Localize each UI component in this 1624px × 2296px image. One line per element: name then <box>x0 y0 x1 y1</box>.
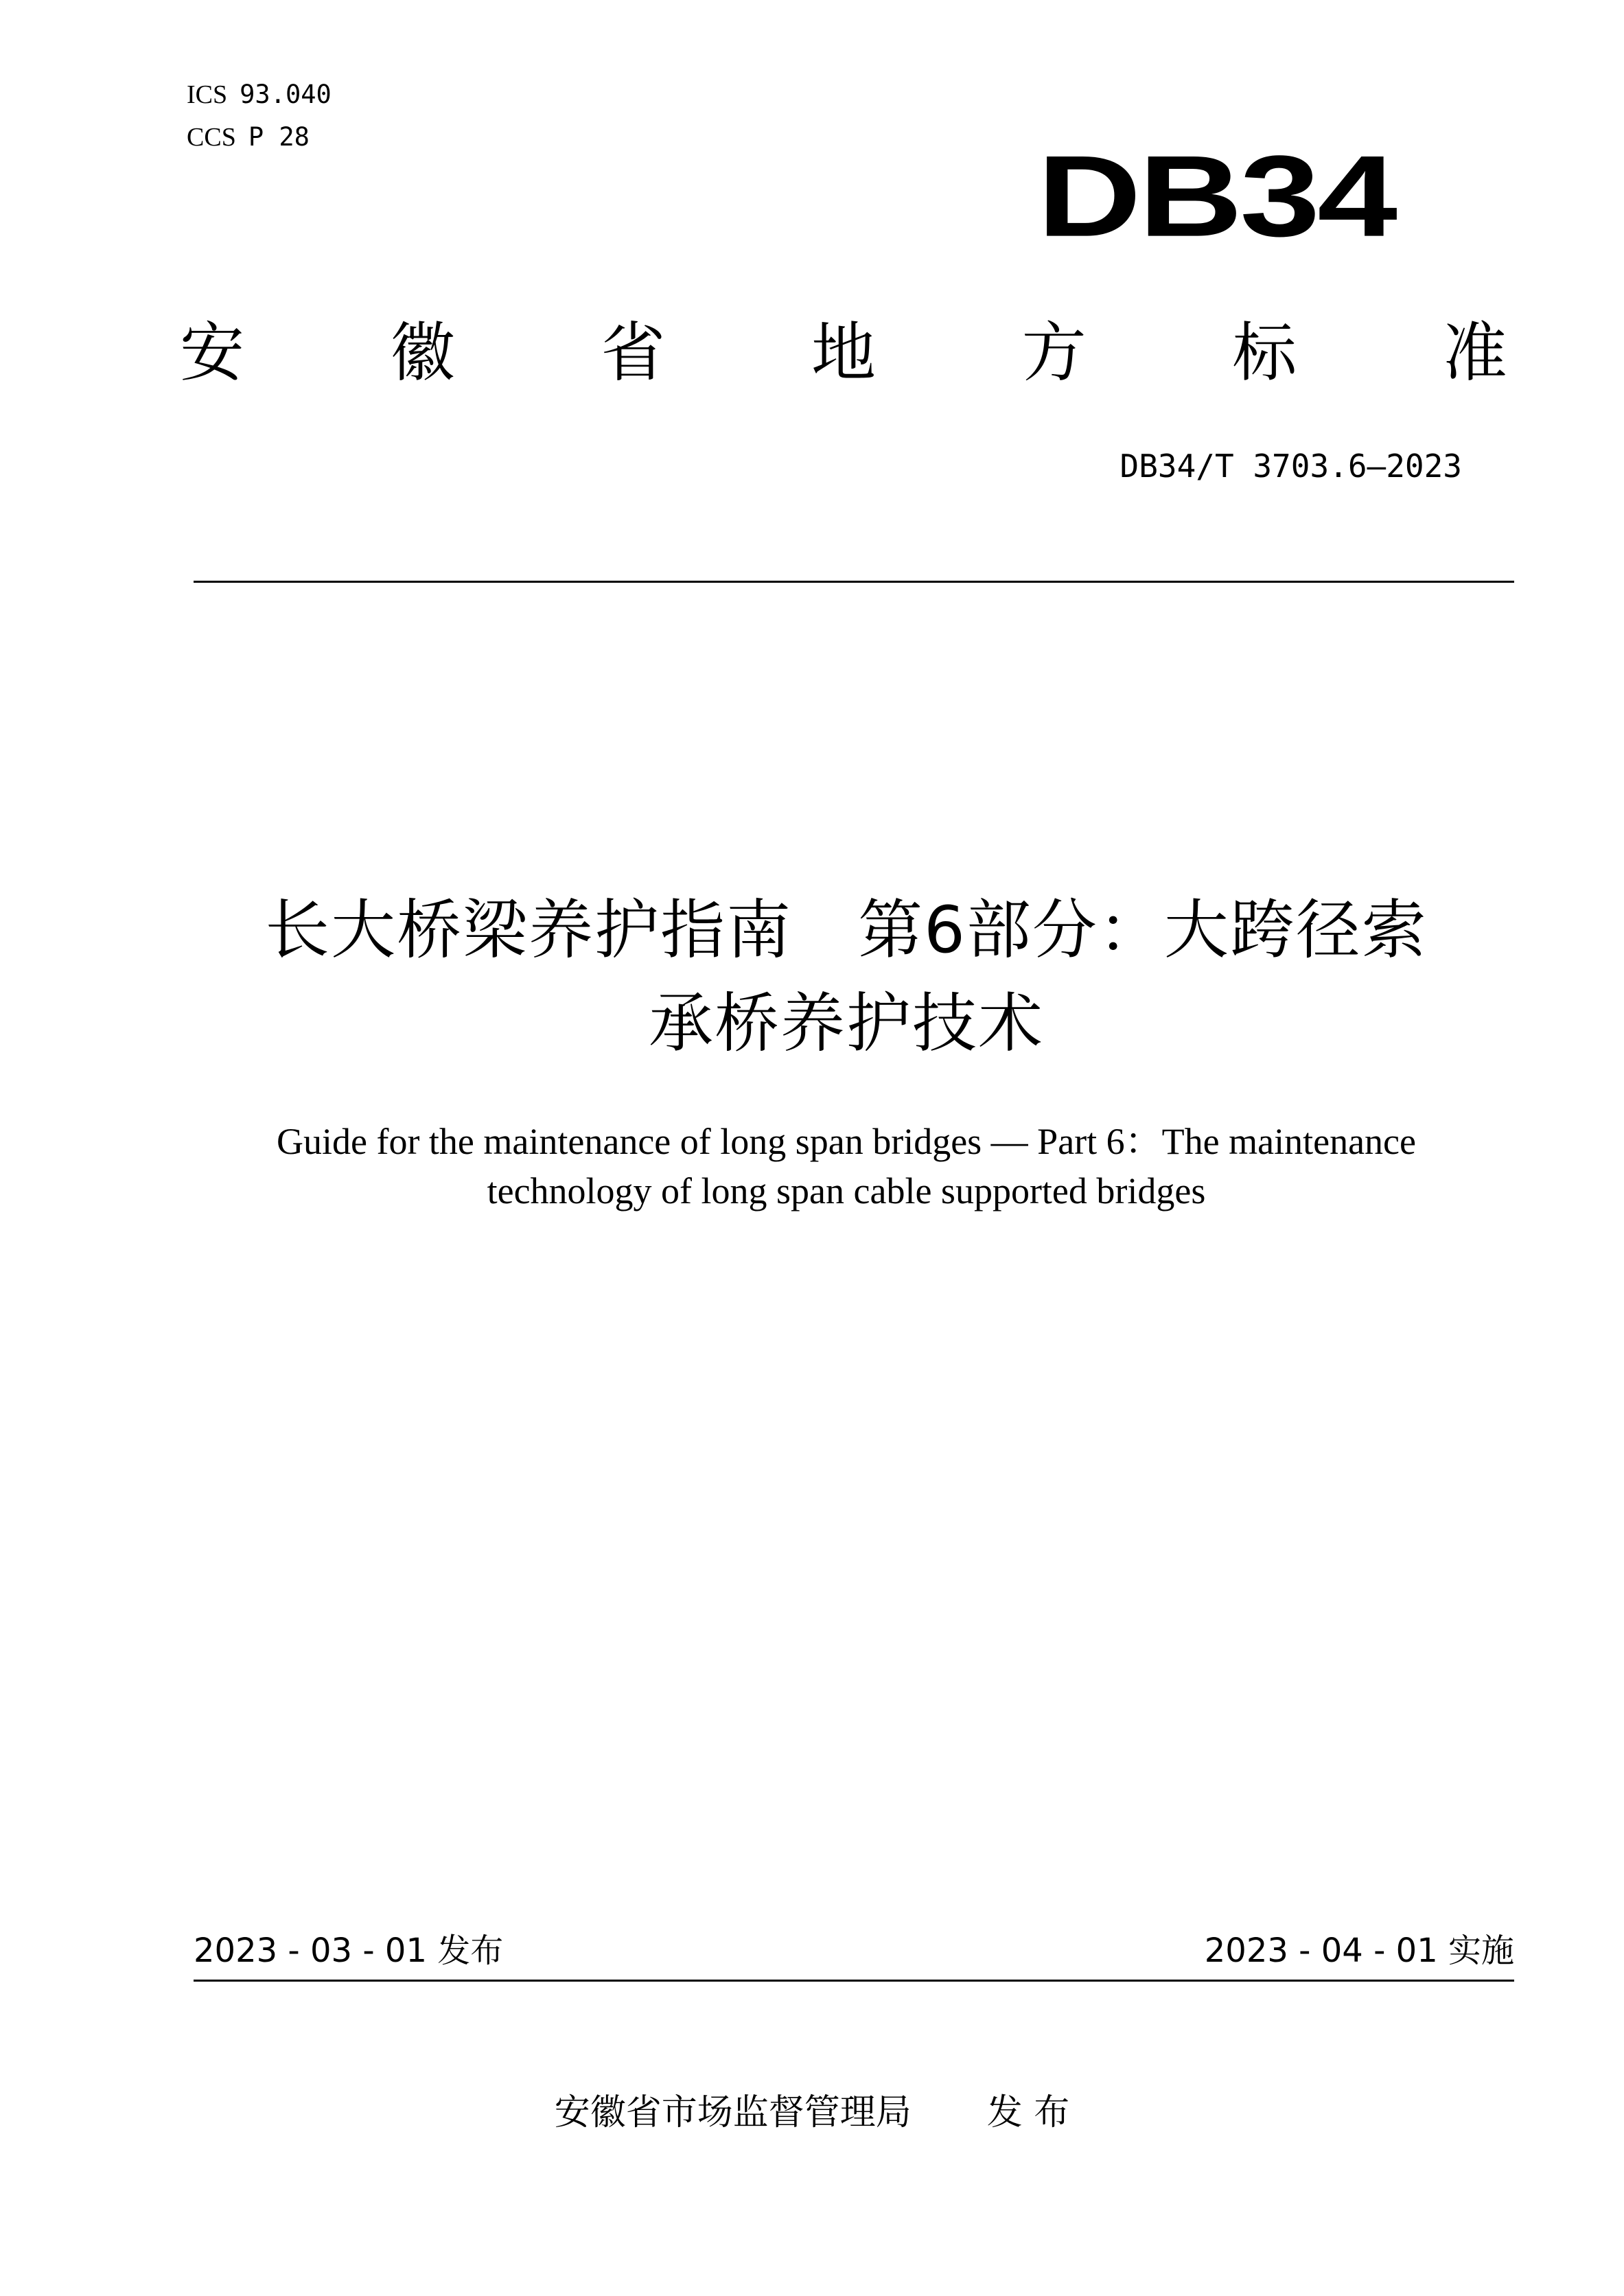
standard-type-char: 徽 <box>390 316 455 391</box>
ics-code: 93.040 <box>240 80 332 109</box>
standard-number: DB34/T 3703.6—2023 <box>1120 448 1462 485</box>
standard-type-char: 准 <box>1442 316 1507 391</box>
header-divider <box>194 581 1514 583</box>
issue-date: 2023 - 03 - 01 发布 <box>194 1932 504 1970</box>
standard-type-heading <box>180 316 1507 391</box>
publisher-action: 发 布 <box>986 2092 1070 2133</box>
standard-type-char: 地 <box>811 316 876 391</box>
standard-type-char: 方 <box>1021 316 1087 391</box>
ccs-label: CCS <box>187 123 236 152</box>
standard-type-char: 安 <box>180 316 245 391</box>
standard-type-char: 省 <box>601 316 666 391</box>
title-chinese-line-2: 承桥养护技术 <box>648 986 1044 1061</box>
title-english-line-2: technology of long span cable supported bridges <box>487 1170 1206 1211</box>
publisher-line <box>0 2091 1624 2135</box>
title-chinese-line-1: 长大桥梁养护指南 第6部分：大跨径索 <box>265 893 1428 968</box>
implementation-date: 2023 - 04 - 01 实施 <box>1204 1932 1514 1970</box>
footer-divider <box>194 1980 1514 1982</box>
ccs-classification <box>187 122 310 152</box>
title-english-line-1: Guide for the maintenance of long span bridges — Part 6：The maintenance <box>277 1121 1416 1162</box>
ics-classification <box>187 80 332 110</box>
publisher-name: 安徽省市场监督管理局 <box>554 2092 912 2133</box>
ics-label: ICS <box>187 80 228 109</box>
standard-logo: DB34 <box>1037 131 1395 261</box>
standard-type-char: 标 <box>1232 316 1297 391</box>
ccs-code: P 28 <box>248 122 310 152</box>
